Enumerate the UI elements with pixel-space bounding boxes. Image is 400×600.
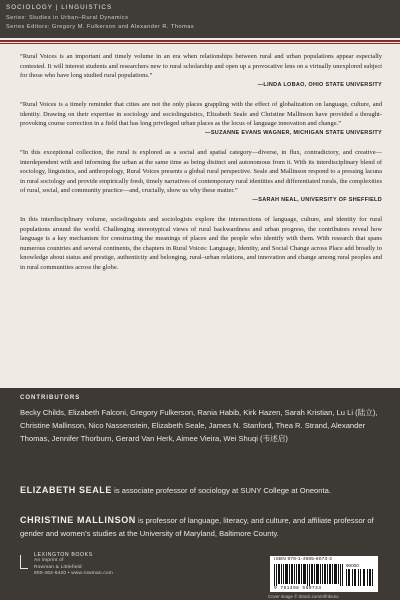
publisher-line: An imprint of bbox=[34, 558, 64, 564]
author-bio-text: is professor of language, literacy, and culture, and affiliate professor of gender and women’s studies at the University of Maryland, Baltimore County. bbox=[20, 516, 374, 538]
quote-attribution: —SARAH NEAL, UNIVERSITY OF SHEFFIELD bbox=[252, 196, 382, 203]
endorsements-section bbox=[20, 52, 382, 272]
endorsement-quote bbox=[20, 52, 382, 90]
cover-image-credit: Cover image © iStock.com/Alfribeiro bbox=[268, 594, 339, 599]
series-name: Series: Studies in Urban–Rural Dynamics bbox=[6, 15, 129, 21]
series-title: SOCIOLOGY | LINGUISTICS bbox=[6, 4, 113, 11]
author-bio bbox=[20, 514, 384, 540]
ean-digits: 9 781498 560733 bbox=[274, 586, 322, 591]
barcode-bars-icon bbox=[274, 564, 344, 586]
isbn-barcode bbox=[270, 556, 378, 592]
author-name: ELIZABETH SEALE bbox=[20, 485, 113, 495]
quote-attribution: —LINDA LOBAO, OHIO STATE UNIVERSITY bbox=[257, 81, 382, 88]
publisher-block bbox=[34, 552, 113, 578]
series-editors: Series Editors: Gregory M. Fulkerson and Alexander R. Thomas bbox=[6, 24, 195, 30]
series-header-band bbox=[0, 0, 400, 38]
isbn-number: ISBN 978-1-4985-6073-3 bbox=[274, 557, 332, 562]
accent-rule-thin bbox=[0, 43, 400, 44]
publisher-logo-icon bbox=[20, 555, 28, 569]
contributors-heading: CONTRIBUTORS bbox=[20, 395, 81, 401]
publisher-contact: 800-462-6420 • www.rowman.com bbox=[34, 571, 113, 577]
endorsement-quote bbox=[20, 148, 382, 205]
book-description: In this interdisciplinary volume, sociolinguists and sociologists explore the intersections of language, culture, and identity for rural populations around the world. Challenging stereotypical views of rural backwardness and urban progress, the contributors reveal how language is a key mechanism for constructing the meanings of places and the people who identify with them. With research that spans numerous countries and several continents, the chapters in Rural Voices: Language, Identity, and Social Change across Place add broadly to knowledge about status and prestige, authenticity and belonging, rural–urban relations, and innovation and change among rural peoples and in rural communities across the globe. bbox=[20, 216, 382, 271]
quote-attribution: —SUZANNE EVANS WAGNER, MICHIGAN STATE UNIVERSITY bbox=[205, 129, 382, 136]
publisher-line: Rowman & Littlefield bbox=[34, 564, 82, 570]
accent-rule bbox=[0, 40, 400, 42]
author-bio bbox=[20, 484, 384, 498]
quote-text: “Rural Voices is an important and timely volume in an era when relationships between rural and urban populations appear especially contested. It will interest students and researchers new to rural scholarship and open up a provocative lens on a virtually unexplored subject for those who have long studied rural populations.” bbox=[20, 53, 382, 79]
author-bio-text: is associate professor of sociology at SUNY College at Oneonta. bbox=[112, 486, 331, 495]
publisher-name: LEXINGTON BOOKS bbox=[34, 552, 93, 558]
contributors-list: Becky Childs, Elizabeth Falconi, Gregory Fulkerson, Rania Habib, Kirk Hazen, Sarah Kristian, Lu Li (陆立), Christine Mallinson, Nico Nassenstein, Elizabeth Seale, James N. Stanford, Thea R. Strand, Alexander Thomas, Jennifer Thorburn, Gerard Van Herk, Aimee Vieira, Wei Shuqi (韦述启) bbox=[20, 408, 378, 443]
contributors-band bbox=[0, 388, 400, 600]
quote-text: “In this exceptional collection, the rural is explored as a social and spatial category—diverse, in flux, contradictory, and creative—interdependent with and informing the urban at the same time as being distinct and autonomous from it. With its interdisciplinary blend of sociology, linguistics, and anthropology, Rural Voices presents a global rural perspective. Seale and Mallinson respond to a pressing lacuna in rural sociology and provide empirically fresh, timely narratives of contemporary rural identities and differentiated rurals, the complexities of rural, social, and community practice—and, crucially, show us why these matter.” bbox=[20, 149, 382, 194]
quote-text: “Rural Voices is a timely reminder that cities are not the only places grappling with the effect of globalization on language, culture, and identity. Drawing on their expertise in sociology and sociolinguistics, Elizabeth Seale and Christine Mallinson have provided a thought-provoking course correction in a field that has long privileged urban places as the locus of language innovation and change.” bbox=[20, 101, 382, 127]
price-code: 90000 bbox=[346, 563, 359, 568]
endorsement-quote bbox=[20, 100, 382, 138]
barcode-addon-icon bbox=[346, 569, 374, 586]
author-name: CHRISTINE MALLINSON bbox=[20, 515, 136, 525]
